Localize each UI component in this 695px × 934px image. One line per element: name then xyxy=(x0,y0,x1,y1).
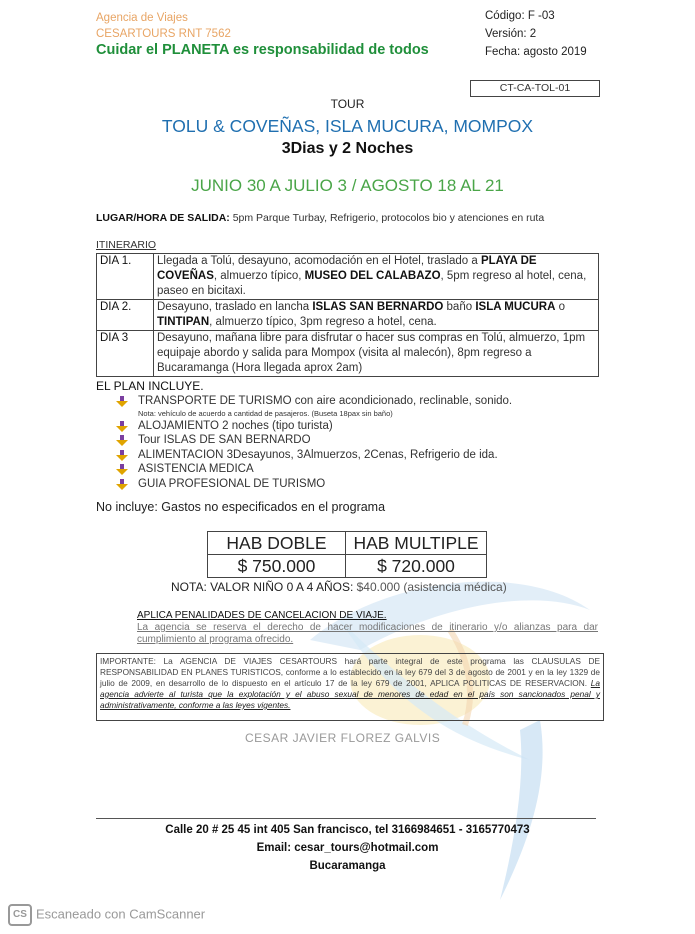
list-item: ALIMENTACION 3Desayunos, 3Almuerzos, 2Cenas, Refrigerio de ida. xyxy=(116,448,512,463)
legal-warning: La agencia advierte al turista que la explotación y el abuso sexual de menores de edad en el país son sancionados penal y administrativamente, conforme a las leyes vigentes. xyxy=(100,678,600,710)
child-note-value: $40.000 (asistencia médica) xyxy=(353,580,507,594)
list-item: GUIA PROFESIONAL DE TURISMO xyxy=(116,477,512,492)
legal-notice-text: IMPORTANTE: La AGENCIA DE VIAJES CESARTOURS hará parte integral de este programa las CLAUSULAS DE RESPONSABILIDAD EN PLANES TURISTICOS, conforme a lo establecido en la ley 679 del 3 de agosto de 2001 y en la ley 1329 de julio de 2009, en desarrollo de lo dispuesto en el artículo 17 de la ley 679 de 2001, APLICA POLITICAS DE RESERVACION. xyxy=(100,656,600,688)
camscanner-logo: CS xyxy=(8,904,32,926)
doc-codigo: Código: F -03 xyxy=(485,10,555,22)
document-meta xyxy=(485,8,587,62)
list-item: ALOJAMIENTO 2 noches (tipo turista) xyxy=(116,419,512,434)
doc-code-box: CT-CA-TOL-01 xyxy=(470,80,600,97)
day-cell: DIA 1. xyxy=(97,254,154,300)
agency-name: Agencia de Viajes xyxy=(96,12,188,24)
down-arrow-icon xyxy=(116,450,128,461)
departure-text: 5pm Parque Turbay, Refrigerio, protocolos bio y atenciones en ruta xyxy=(229,212,545,224)
list-item: Tour ISLAS DE SAN BERNARDO xyxy=(116,433,512,448)
signature-name: CESAR JAVIER FLOREZ GALVIS xyxy=(245,731,441,745)
tour-label: TOUR xyxy=(330,97,365,111)
doc-version: Versión: 2 xyxy=(485,28,537,40)
not-included: No incluye: Gastos no especificados en el programa xyxy=(96,500,386,514)
day-description: Llegada a Tolú, desayuno, acomodación en el Hotel, traslado a PLAYA DE COVEÑAS, almuerzo típico, MUSEO DEL CALABAZO, 5pm regreso al hotel, cena, paseo en bicitaxi. xyxy=(154,254,599,300)
day-cell: DIA 3 xyxy=(97,331,154,377)
footer-city: Bucaramanga xyxy=(309,860,386,872)
reservation-rights: La agencia se reserva el derecho de hacer modificaciones de itinerario y/o alianzas para dar cumplimiento al programa ofrecido. xyxy=(137,622,598,645)
day-description: Desayuno, mañana libre para disfrutar o hacer sus compras en Tolú, almuerzo, 1pm equipaje abordo y salida para Mompox (visita al malecón), 8pm regreso a Bucaramanga (Hora llegada aprox 2am) xyxy=(154,331,599,377)
tour-title: TOLU & COVEÑAS, ISLA MUCURA, MOMPOX xyxy=(161,116,534,136)
list-item: ASISTENCIA MEDICA xyxy=(116,462,512,477)
transport-note: Nota: vehículo de acuerdo a cantidad de pasajeros. (Buseta 18pax sin baño) xyxy=(138,408,393,418)
itinerary-label: ITINERARIO xyxy=(96,239,157,251)
itinerary-table xyxy=(96,253,599,377)
agency-header xyxy=(96,10,231,42)
departure-label: LUGAR/HORA DE SALIDA: xyxy=(96,212,230,224)
down-arrow-icon xyxy=(116,396,128,407)
table-row xyxy=(97,254,599,300)
tour-dates: JUNIO 30 A JULIO 3 / AGOSTO 18 AL 21 xyxy=(191,176,504,195)
camscanner-watermark xyxy=(8,904,205,926)
agency-rnt: CESARTOURS RNT 7562 xyxy=(96,28,231,40)
doc-fecha: Fecha: agosto 2019 xyxy=(485,46,587,58)
day-description: Desayuno, traslado en lancha ISLAS SAN BERNARDO baño ISLA MUCURA o TINTIPAN, almuerzo típico, 3pm regreso a hotel, cena. xyxy=(154,300,599,331)
camscanner-text: Escaneado con CamScanner xyxy=(36,906,206,922)
down-arrow-icon xyxy=(116,464,128,475)
table-row xyxy=(208,532,487,555)
tour-duration: 3Dias y 2 Noches xyxy=(281,140,414,157)
footer-divider xyxy=(96,818,596,819)
price-header-doble: HAB DOBLE xyxy=(208,532,346,555)
child-note-label: NOTA: VALOR NIÑO 0 A 4 AÑOS: xyxy=(171,580,354,594)
child-price-note xyxy=(171,580,507,594)
plan-heading: EL PLAN INCLUYE. xyxy=(96,379,204,393)
table-row xyxy=(208,555,487,578)
price-multiple: $ 720.000 xyxy=(346,555,487,578)
plan-includes-list xyxy=(116,394,512,491)
down-arrow-icon xyxy=(116,421,128,432)
price-header-multiple: HAB MULTIPLE xyxy=(346,532,487,555)
list-item: TRANSPORTE DE TURISMO con aire acondicionado, reclinable, sonido. xyxy=(116,394,512,409)
slogan: Cuidar el PLANETA es responsabilidad de todos xyxy=(96,42,429,58)
footer-contact xyxy=(0,821,695,875)
legal-notice-box xyxy=(96,653,604,721)
footer-address: Calle 20 # 25 45 int 405 San francisco, tel 3166984651 - 3165770473 xyxy=(165,824,530,836)
departure-info xyxy=(96,212,544,224)
down-arrow-icon xyxy=(116,479,128,490)
table-row xyxy=(97,331,599,377)
day-cell: DIA 2. xyxy=(97,300,154,331)
price-table xyxy=(207,531,487,578)
cancellation-penalties: APLICA PENALIDADES DE CANCELACION DE VIAJE. xyxy=(137,610,387,621)
footer-email: Email: cesar_tours@hotmail.com xyxy=(256,842,439,854)
price-doble: $ 750.000 xyxy=(208,555,346,578)
down-arrow-icon xyxy=(116,435,128,446)
table-row xyxy=(97,300,599,331)
